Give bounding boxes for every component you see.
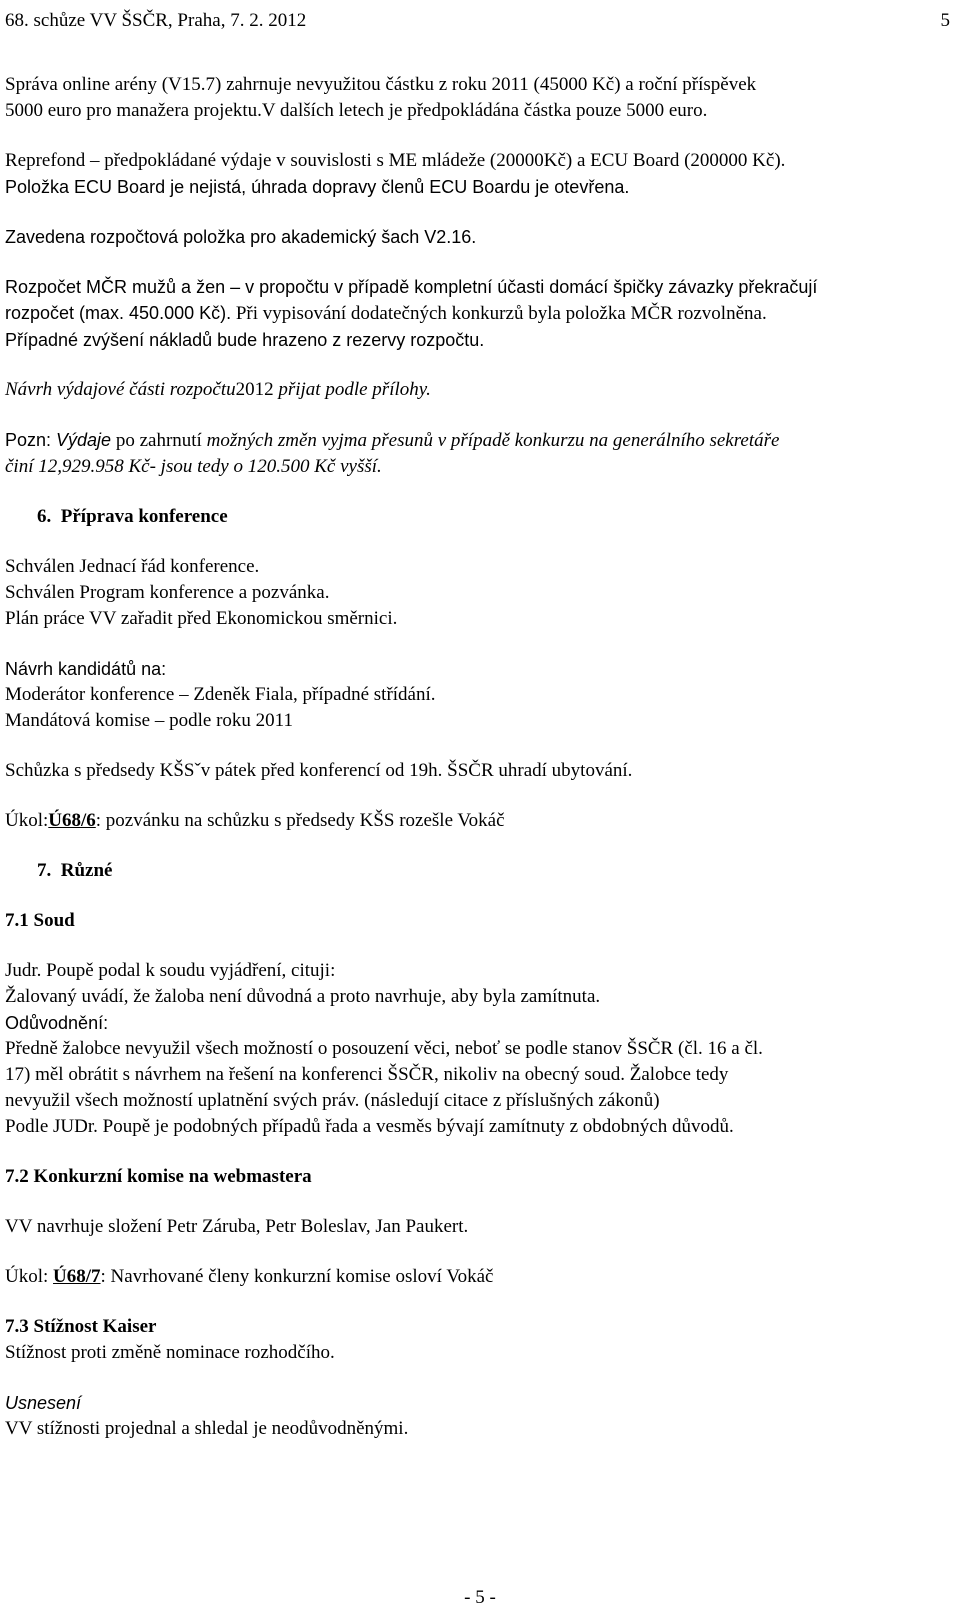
section-6-heading	[5, 504, 950, 530]
section-7-1-line-3: Odůvodnění:	[5, 1013, 109, 1033]
section-7-1-line-5: 17) měl obrátit s návrhem na řešení na konferenci ŠSČR, nikoliv na obecný soud. Žalobce tedy	[5, 1064, 729, 1085]
section-7-3-resolution-label	[5, 1390, 950, 1416]
section-6-moderator: Moderátor konference – Zdeněk Fiala, případné střídání.	[5, 684, 436, 705]
section-6-line-1: Schválen Jednací řád konference.	[5, 556, 260, 577]
paragraph-academic-chess: Zavedena rozpočtová položka pro akademický šach V2.16.	[5, 227, 477, 247]
section-7-heading	[5, 858, 950, 884]
paragraph-online-arena: Správa online arény (V15.7) zahrnuje nevyužitou částku z roku 2011 (45000 Kč) a roční příspěvek	[5, 74, 757, 95]
mcr-budget-max: rozpočet (max. 450.000 Kč).	[5, 303, 232, 323]
section-7-1-line-1: Judr. Poupě podal k soudu vyjádření, cituji:	[5, 960, 336, 981]
task-text: : Navrhované členy konkurzní komise osloví Vokáč	[100, 1266, 494, 1287]
paragraph-reprefond: Reprefond – předpokládané výdaje v souvislosti s ME mládeže (20000Kč) a ECU Board (200000 Kč).	[5, 150, 786, 171]
paragraph-mcr-budget-cont	[5, 300, 950, 327]
section-7-1-line-6: nevyužil všech možností uplatnění svých práv. (následují citace z příslušných zákonů)	[5, 1090, 660, 1111]
note-changes: možných změn vyjma přesunů v případě konkurzu na generálního sekretáře	[206, 430, 780, 451]
paragraph-budget-proposal	[5, 377, 950, 403]
section-7-1-line-4: Předně žalobce nevyužil všech možností o posouzení věci, neboť se podle stanov ŠSČR (čl. 16 a čl.	[5, 1038, 763, 1059]
section-6-title: Příprava konference	[60, 506, 228, 527]
section-7-title: Různé	[60, 860, 113, 881]
section-7-3-resolution: VV stížnosti projednal a shledal je neodůvodněnými.	[5, 1418, 409, 1439]
paragraph-note-cont	[5, 454, 950, 480]
section-7-1-line-2: Žalovaný uvádí, že žaloba není důvodná a proto navrhuje, aby byla zamítnuta.	[5, 986, 601, 1007]
document-body	[5, 72, 950, 1442]
paragraph-mcr-reserve: Případné zvýšení nákladů bude hrazeno z rezervy rozpočtu.	[5, 330, 485, 350]
section-6-meeting: Schůzka s předsedy KŠSˇv pátek před konferencí od 19h. ŠSČR uhradí ubytování.	[5, 760, 633, 781]
header-title: 68. schůze VV ŠSČR, Praha, 7. 2. 2012	[5, 10, 307, 31]
section-7-3-heading: 7.3 Stížnost Kaiser	[5, 1316, 157, 1337]
budget-proposal-text: Návrh výdajové části rozpočtu	[5, 379, 236, 400]
task-label: Úkol:	[5, 1266, 54, 1287]
mcr-budget-tenders: Při vypisování dodatečných konkurzů byla položka MČR rozvolněna.	[231, 303, 767, 324]
section-6-task	[5, 808, 950, 834]
section-7-1-line-7: Podle JUDr. Poupě je podobných případů řada a vesměs bývají zamítnuty z obdobných důvodů.	[5, 1116, 734, 1137]
note-label: Pozn:	[5, 430, 57, 450]
task-label: Úkol:	[5, 810, 49, 831]
section-7-2-task	[5, 1264, 950, 1290]
paragraph-ecu-board: Položka ECU Board je nejistá, úhrada dopravy členů ECU Boardu je otevřena.	[5, 177, 630, 197]
section-6-line-2: Schválen Program konference a pozvánka.	[5, 582, 330, 603]
task-id: Ú68/6	[48, 810, 96, 831]
resolution-label: Usnesení	[5, 1393, 82, 1413]
section-7-2-heading: 7.2 Konkurzní komise na webmastera	[5, 1166, 312, 1187]
section-6-mandate: Mandátová komise – podle roku 2011	[5, 710, 293, 731]
page-header	[5, 8, 950, 34]
task-id: Ú68/7	[53, 1266, 101, 1287]
note-total: činí 12,929.958 Kč- jsou tedy o 120.500 Kč vyšší.	[5, 456, 382, 477]
header-page-number: 5	[940, 10, 950, 31]
budget-proposal-year: 2012	[235, 379, 274, 400]
paragraph-note	[5, 427, 950, 454]
page-footer: - 5 -	[464, 1587, 496, 1608]
section-6-number: 6.	[37, 506, 52, 527]
task-text: : pozvánku na schůzku s předsedy KŠS rozešle Vokáč	[95, 810, 505, 831]
section-6-line-3: Plán práce VV zařadit před Ekonomickou směrnici.	[5, 608, 398, 629]
note-after: po zahrnutí	[111, 430, 207, 451]
paragraph-mcr-budget: Rozpočet MČR mužů a žen – v propočtu v případě kompletní účasti domácí špičky závazky překračují	[5, 277, 818, 297]
section-7-1-heading: 7.1 Soud	[5, 910, 75, 931]
section-6-candidates: Návrh kandidátů na:	[5, 659, 167, 679]
section-7-3-line-1: Stížnost proti změně nominace rozhodčího.	[5, 1342, 335, 1363]
note-expenses: Výdaje	[56, 430, 112, 450]
section-7-number: 7.	[37, 860, 52, 881]
section-7-2-line-1: VV navrhuje složení Petr Záruba, Petr Boleslav, Jan Paukert.	[5, 1216, 469, 1237]
paragraph-online-arena-cont: 5000 euro pro manažera projektu.V dalších letech je předpokládána částka pouze 5000 euro.	[5, 100, 708, 121]
budget-proposal-accepted: přijat podle přílohy.	[273, 379, 431, 400]
